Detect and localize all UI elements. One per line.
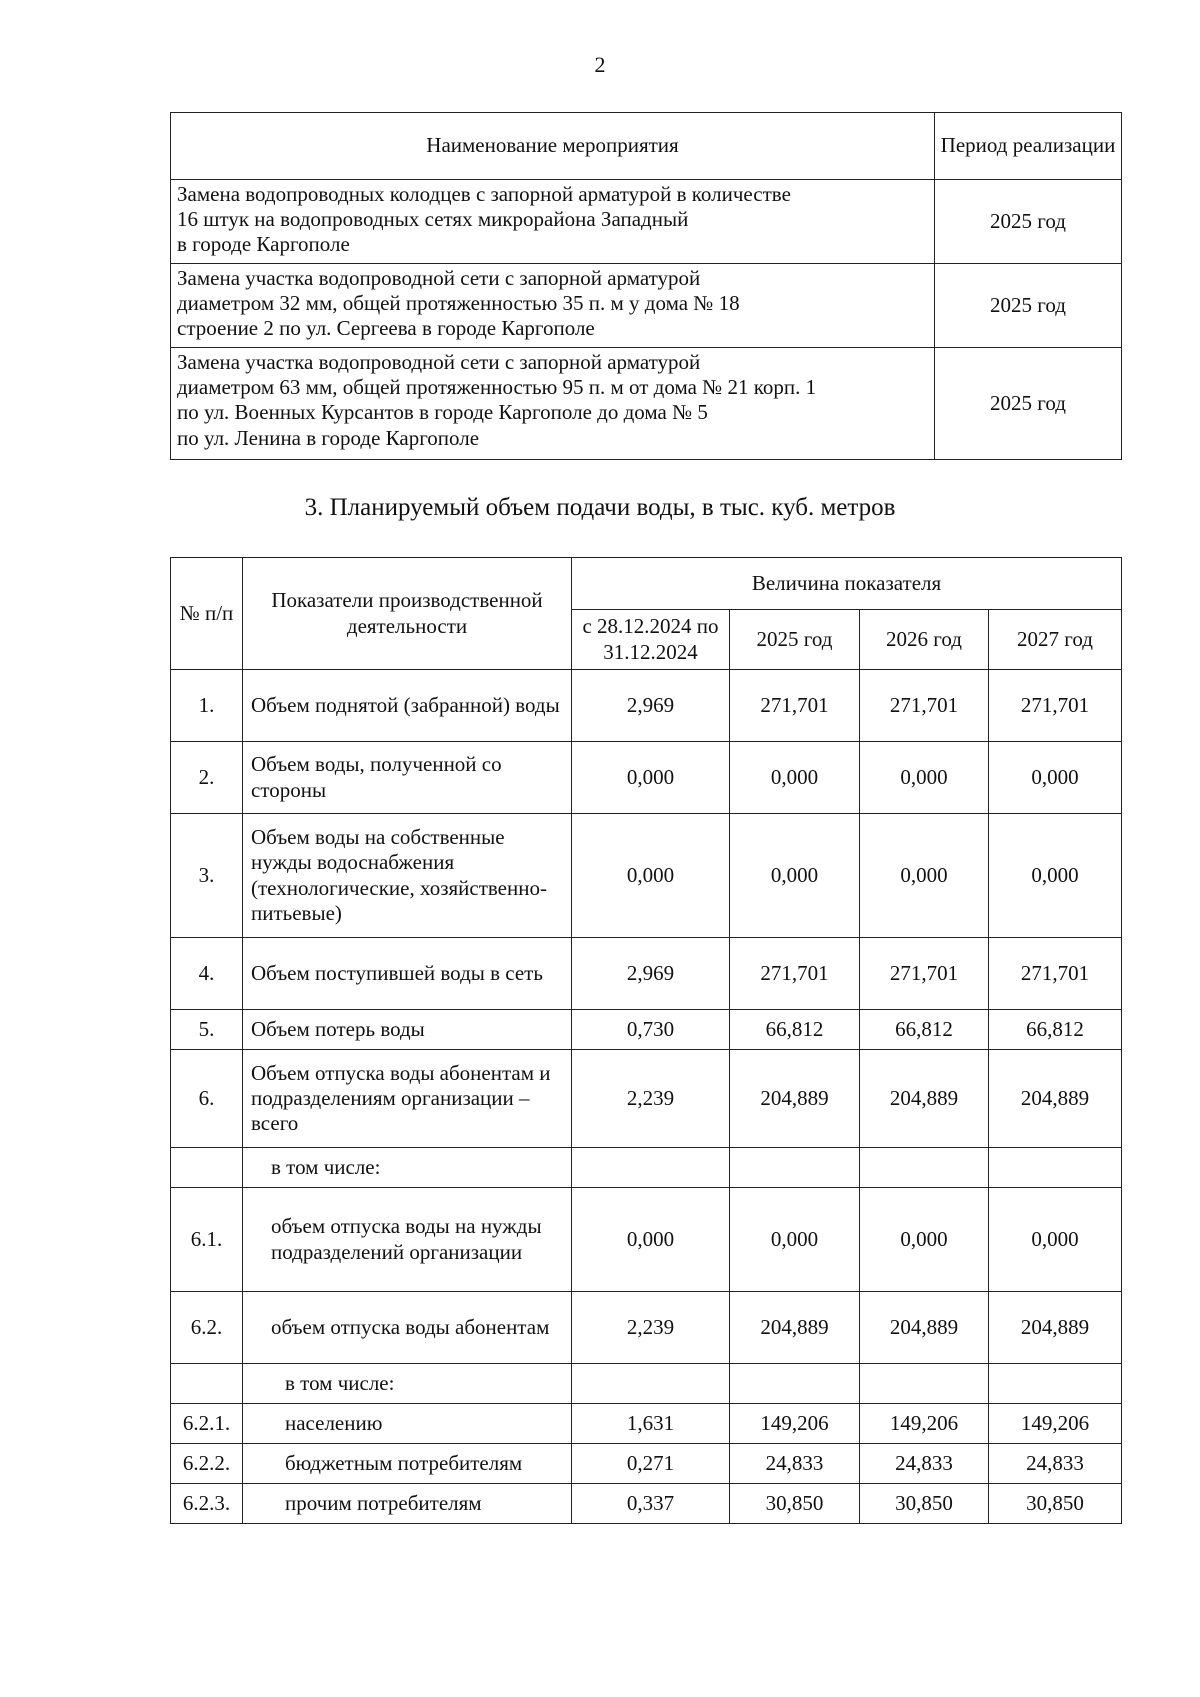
row-value: 0,000 <box>860 814 989 938</box>
measures-header-row <box>171 113 1122 180</box>
measure-name-line: строение 2 по ул. Сергеева в городе Каргополе <box>177 316 595 341</box>
water-supply-table <box>170 557 1122 1524</box>
row-value: 271,701 <box>860 670 989 742</box>
row-value: 149,206 <box>860 1404 989 1444</box>
row-value: 0,730 <box>572 1010 730 1050</box>
row-indicator: в том числе: <box>243 1148 572 1188</box>
header-period: 2027 год <box>989 610 1122 670</box>
measure-name <box>171 264 935 348</box>
measure-name-line: Замена участка водопроводной сети с запорной арматурой <box>177 350 701 374</box>
row-value: 66,812 <box>860 1010 989 1050</box>
row-number: 6. <box>171 1050 243 1148</box>
section-title: 3. Планируемый объем подачи воды, в тыс. куб. метров <box>304 494 896 521</box>
row-value: 2,239 <box>572 1050 730 1148</box>
row-value: 149,206 <box>989 1404 1122 1444</box>
row-value: 24,833 <box>730 1444 860 1484</box>
row-value: 2,969 <box>572 670 730 742</box>
row-indicator: в том числе: <box>243 1364 572 1404</box>
row-value: 0,000 <box>572 1188 730 1292</box>
row-value: 204,889 <box>860 1292 989 1364</box>
row-indicator: Объем поднятой (забранной) воды <box>243 670 572 742</box>
table-row <box>171 1292 1122 1364</box>
row-value: 0,000 <box>989 814 1122 938</box>
row-value: 2,969 <box>572 938 730 1010</box>
table-row <box>171 1444 1122 1484</box>
measure-name-line: в городе Каргополе <box>177 232 350 257</box>
row-number <box>171 1148 243 1188</box>
measure-name-line: 16 штук на водопроводных сетях микрорайона Западный <box>177 207 689 232</box>
row-indicator: бюджетным потребителям <box>243 1444 572 1484</box>
measure-name-line: Замена участка водопроводной сети с запорной арматурой <box>177 266 701 290</box>
row-value: 30,850 <box>989 1484 1122 1524</box>
row-value: 30,850 <box>730 1484 860 1524</box>
row-value: 1,631 <box>572 1404 730 1444</box>
row-value: 204,889 <box>730 1292 860 1364</box>
row-value <box>860 1148 989 1188</box>
table-row <box>171 742 1122 814</box>
row-number: 1. <box>171 670 243 742</box>
row-number: 6.2.1. <box>171 1404 243 1444</box>
row-value: 0,000 <box>572 814 730 938</box>
row-value: 271,701 <box>989 938 1122 1010</box>
measure-period: 2025 год <box>935 264 1122 348</box>
table-row <box>171 1050 1122 1148</box>
header-num: № п/п <box>171 558 243 670</box>
row-value: 271,701 <box>730 670 860 742</box>
row-value <box>730 1148 860 1188</box>
row-indicator: Объем воды, полученной со стороны <box>243 742 572 814</box>
row-value: 66,812 <box>989 1010 1122 1050</box>
row-number: 6.2.2. <box>171 1444 243 1484</box>
row-indicator: населению <box>243 1404 572 1444</box>
measures-header-period: Период реализации <box>935 113 1122 180</box>
measure-name-line: по ул. Ленина в городе Каргополе <box>177 425 480 450</box>
header-value-group: Величина показателя <box>572 558 1122 610</box>
measures-header-name: Наименование мероприятия <box>171 113 935 180</box>
row-value <box>730 1364 860 1404</box>
measures-row <box>171 348 1122 460</box>
header-indicator: Показатели производственной деятельности <box>243 558 572 670</box>
header-period: 2026 год <box>860 610 989 670</box>
measures-table <box>170 112 1122 460</box>
measure-name <box>171 348 935 460</box>
measure-period: 2025 год <box>935 348 1122 460</box>
row-number <box>171 1364 243 1404</box>
table-row <box>171 814 1122 938</box>
measures-row <box>171 180 1122 264</box>
row-value: 204,889 <box>989 1050 1122 1148</box>
row-value: 204,889 <box>730 1050 860 1148</box>
table-row <box>171 1484 1122 1524</box>
row-value: 271,701 <box>730 938 860 1010</box>
row-indicator: Объем отпуска воды абонентам и подразделениям организации – всего <box>243 1050 572 1148</box>
water-header-row <box>171 558 1122 610</box>
row-value: 0,000 <box>572 742 730 814</box>
row-value: 149,206 <box>730 1404 860 1444</box>
row-value: 66,812 <box>730 1010 860 1050</box>
measure-period: 2025 год <box>935 180 1122 264</box>
row-value: 0,000 <box>730 1188 860 1292</box>
row-value: 24,833 <box>860 1444 989 1484</box>
row-indicator: объем отпуска воды абонентам <box>243 1292 572 1364</box>
row-indicator: прочим потребителям <box>243 1484 572 1524</box>
row-indicator: Объем воды на собственные нужды водоснабжения (технологические, хозяйственно-питьевые) <box>243 814 572 938</box>
measures-row <box>171 264 1122 348</box>
row-number: 6.2. <box>171 1292 243 1364</box>
measure-name-line: Замена водопроводных колодцев с запорной арматурой в количестве <box>177 182 791 206</box>
measure-name-line: по ул. Военных Курсантов в городе Каргополе до дома № 5 <box>177 400 708 425</box>
table-row <box>171 1148 1122 1188</box>
row-value: 0,000 <box>860 742 989 814</box>
row-value <box>989 1364 1122 1404</box>
row-value: 0,271 <box>572 1444 730 1484</box>
header-period: с 28.12.2024 по 31.12.2024 <box>572 610 730 670</box>
row-number: 2. <box>171 742 243 814</box>
table-row <box>171 1188 1122 1292</box>
row-number: 4. <box>171 938 243 1010</box>
row-value: 0,000 <box>989 1188 1122 1292</box>
row-value <box>572 1364 730 1404</box>
row-value: 0,000 <box>730 742 860 814</box>
row-value: 0,337 <box>572 1484 730 1524</box>
row-indicator: Объем поступившей воды в сеть <box>243 938 572 1010</box>
row-value: 2,239 <box>572 1292 730 1364</box>
row-indicator: объем отпуска воды на нужды подразделений организации <box>243 1188 572 1292</box>
table-row <box>171 670 1122 742</box>
header-period: 2025 год <box>730 610 860 670</box>
table-row <box>171 1010 1122 1050</box>
row-value: 0,000 <box>860 1188 989 1292</box>
row-value: 204,889 <box>989 1292 1122 1364</box>
row-value: 271,701 <box>989 670 1122 742</box>
row-value: 271,701 <box>860 938 989 1010</box>
row-value <box>572 1148 730 1188</box>
row-value <box>860 1364 989 1404</box>
row-value: 204,889 <box>860 1050 989 1148</box>
table-row <box>171 1364 1122 1404</box>
row-value: 30,850 <box>860 1484 989 1524</box>
row-number: 6.1. <box>171 1188 243 1292</box>
row-value: 0,000 <box>989 742 1122 814</box>
measure-name <box>171 180 935 264</box>
table-row <box>171 1404 1122 1444</box>
row-number: 3. <box>171 814 243 938</box>
row-value: 24,833 <box>989 1444 1122 1484</box>
measure-name-line: диаметром 63 мм, общей протяженностью 95 п. м от дома № 21 корп. 1 <box>177 375 817 400</box>
page-number: 2 <box>594 52 606 77</box>
row-indicator: Объем потерь воды <box>243 1010 572 1050</box>
row-value <box>989 1148 1122 1188</box>
row-number: 5. <box>171 1010 243 1050</box>
table-row <box>171 938 1122 1010</box>
row-value: 0,000 <box>730 814 860 938</box>
measure-name-line: диаметром 32 мм, общей протяженностью 35 п. м у дома № 18 <box>177 291 740 316</box>
water-table-body <box>171 670 1122 1524</box>
row-number: 6.2.3. <box>171 1484 243 1524</box>
